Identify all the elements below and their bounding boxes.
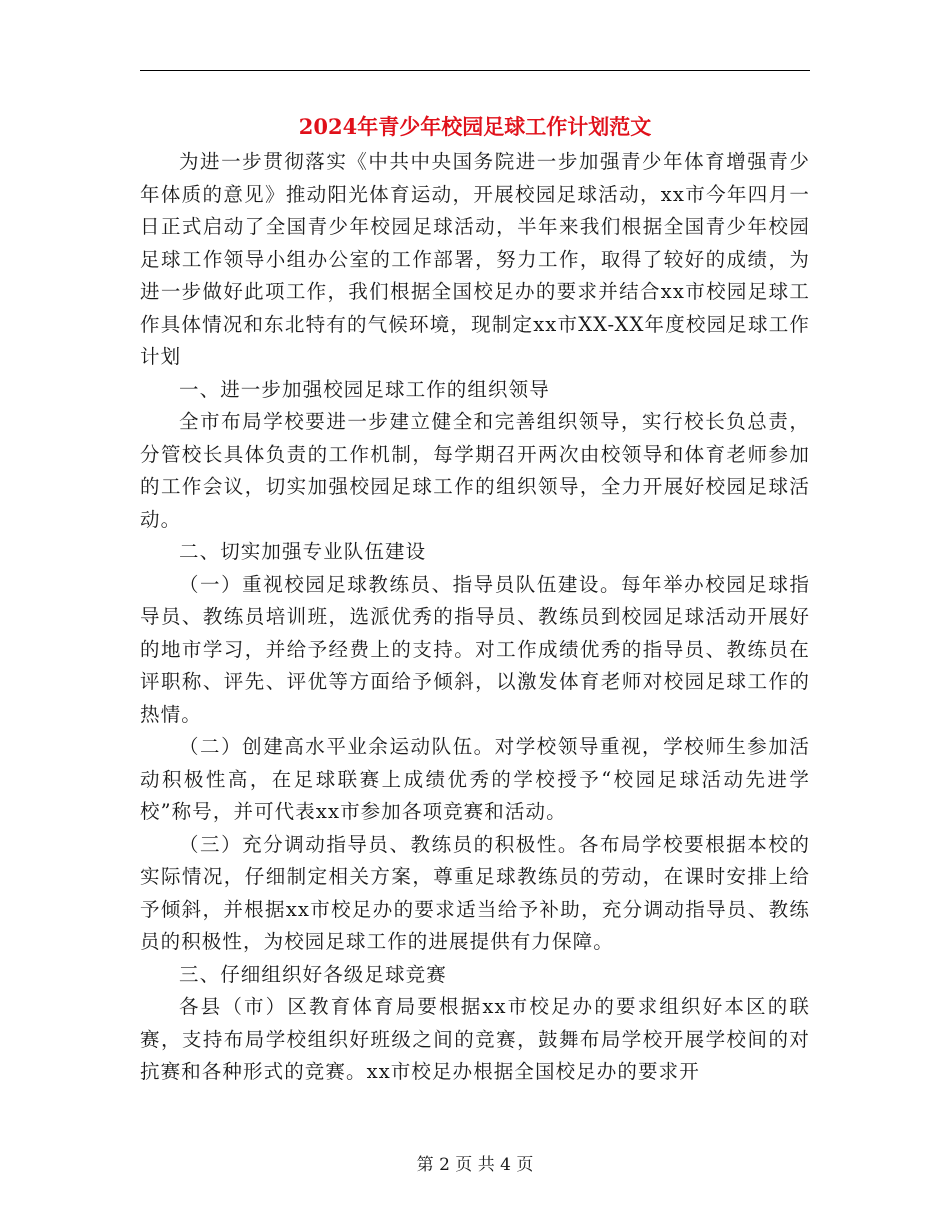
section-1-paragraph: 全市布局学校要进一步建立健全和完善组织领导，实行校长负总责，分管校长具体负责的工作机制，每学期召开两次由校领导和体育老师参加的工作会议，切实加强校园足球工作的组织领导，全力开展好校园足球活动。 [140,410,810,531]
section-heading-1: 一、进一步加强校园足球工作的组织领导 [179,377,550,401]
section-heading-3: 三、仔细组织好各级足球竞赛 [179,962,447,986]
intro-paragraph: 为进一步贯彻落实《中共中央国务院进一步加强青少年体育增强青少年体质的意见》推动阳光体育运动，开展校园足球活动，xx市今年四月一日正式启动了全国青少年校园足球活动，半年来我们根据全国青少年校园足球工作领导小组办公室的工作部署，努力工作，取得了较好的成绩，为进一步做好此项工作，我们根据全国校足办的要求并结合xx市校园足球工作具体情况和东北特有的气候环境，现制定xx市XX-XX年度校园足球工作计划 [140,150,810,368]
section-3-paragraph: 各县（市）区教育体育局要根据xx市校足办的要求组织好本区的联赛，支持布局学校组织好班级之间的竞赛，鼓舞布局学校开展学校间的对抗赛和各种形式的竞赛。xx市校足办根据全国校足办的要求开 [140,995,810,1083]
section-2-item-3: （三）充分调动指导员、教练员的积极性。各布局学校要根据本校的实际情况，仔细制定相关方案，尊重足球教练员的劳动，在课时安排上给予倾斜，并根据xx市校足办的要求适当给予补助，充分调动指导员、教练员的积极性，为校园足球工作的进展提供有力保障。 [140,832,810,953]
header-rule [140,70,810,71]
section-2-item-2: （二）创建高水平业余运动队伍。对学校领导重视，学校师生参加活动积极性高，在足球联赛上成绩优秀的学校授予“校园足球活动先进学校”称号，并可代表xx市参加各项竞赛和活动。 [140,735,810,823]
page-number-footer: 第 2 页 共 4 页 [416,1155,534,1175]
document-body [140,146,810,1089]
section-2-item-1: （一）重视校园足球教练员、指导员队伍建设。每年举办校园足球指导员、教练员培训班，选派优秀的指导员、教练员到校园足球活动开展好的地市学习，并给予经费上的支持。对工作成绩优秀的指导员、教练员在评职称、评先、评优等方面给予倾斜，以激发体育老师对校园足球工作的热情。 [140,572,810,726]
document-title: 2024年青少年校园足球工作计划范文 [298,114,652,139]
section-heading-2: 二、切实加强专业队伍建设 [179,540,427,563]
